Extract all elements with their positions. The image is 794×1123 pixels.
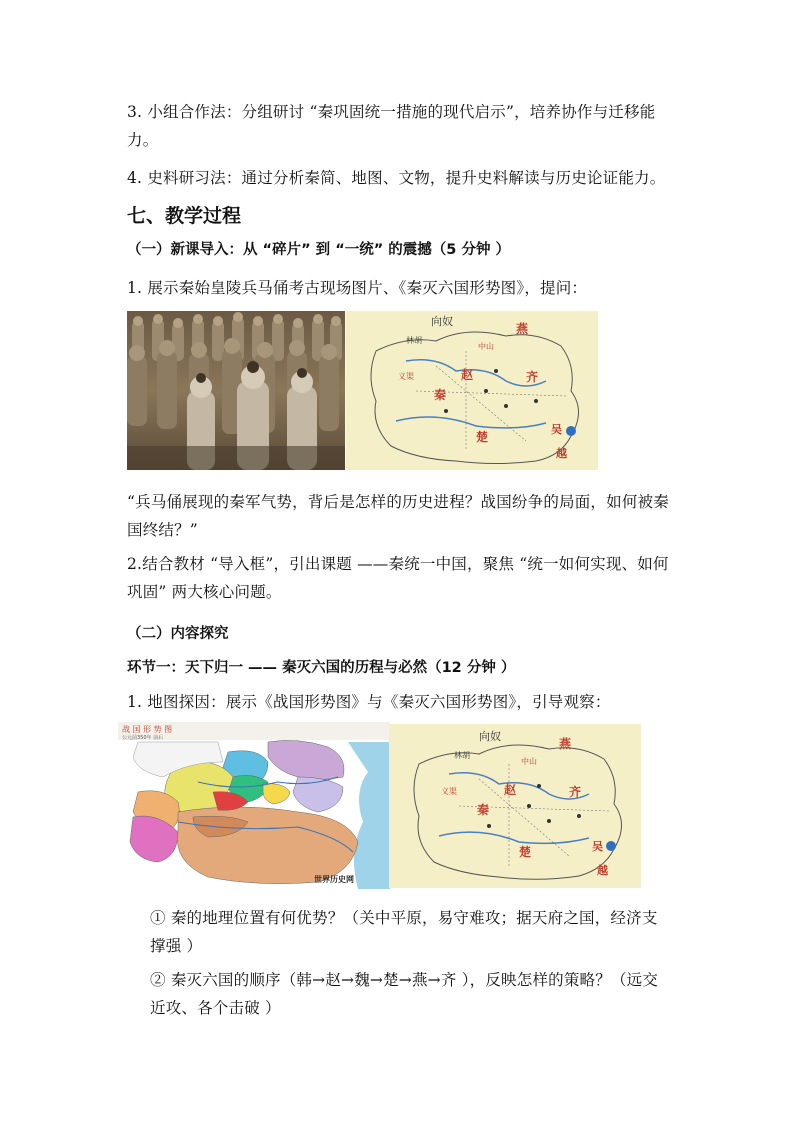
warring-map-title: 战 国 形 势 图 bbox=[122, 725, 173, 734]
part2-heading: （二）内容探究 bbox=[127, 626, 229, 642]
qin-conquest-map-2 bbox=[389, 724, 641, 888]
map-label-yiqu: 义渠 bbox=[398, 372, 414, 381]
map2-label-yiqu: 义渠 bbox=[441, 787, 457, 796]
map-label-qi: 齐 bbox=[526, 370, 539, 384]
question-1: ① 秦的地理位置有何优势？（关中平原，易守难攻；据天府之国，经济支撑强 ） bbox=[150, 909, 658, 955]
map-label-linhu: 林胡 bbox=[406, 336, 422, 345]
step1-text: 1. 展示秦始皇陵兵马俑考古现场图片、《秦灭六国形势图》，提问： bbox=[127, 279, 588, 297]
step2-text: 2.结合教材 “导入框”，引出课题 ——秦统一中国，聚焦 “统一如何实现、如何巩固” 两大核心问题。 bbox=[127, 555, 669, 601]
map2-label-yan: 燕 bbox=[559, 737, 572, 751]
method-item-3: 3. 小组合作法：分组研讨 “秦巩固统一措施的现代启示”，培养协作与迁移能力。 bbox=[127, 103, 656, 149]
map-label-wu: 吴 bbox=[551, 423, 562, 436]
section-heading: 七、教学过程 bbox=[127, 205, 242, 227]
map2-label-xiongnu: 向奴 bbox=[479, 730, 501, 743]
map2-label-zhongshan: 中山 bbox=[521, 757, 537, 766]
warring-states-map bbox=[118, 722, 390, 889]
map2-label-yue: 越 bbox=[597, 864, 608, 877]
map2-label-linhu: 林胡 bbox=[454, 751, 470, 760]
map2-label-qin: 秦 bbox=[477, 803, 490, 817]
link1-heading: 环节一：天下归一 —— 秦灭六国的历程与必然（12 分钟 ） bbox=[127, 660, 516, 676]
map-label-qin: 秦 bbox=[434, 388, 447, 402]
map2-label-chu: 楚 bbox=[519, 845, 532, 859]
part1-heading: （一）新课导入：从 “碎片” 到 “一统” 的震撼（5 分钟 ） bbox=[127, 242, 510, 258]
warring-map-watermark: 世界历史网 bbox=[314, 875, 354, 884]
warring-map-subtitle: 公元前350年 前后 bbox=[122, 735, 164, 741]
question-2: ② 秦灭六国的顺序（韩→赵→魏→楚→燕→齐 ），反映怎样的策略？（远交近攻、各个击破 ） bbox=[150, 971, 659, 1017]
intro-question: “兵马俑展现的秦军气势，背后是怎样的历史进程？战国纷争的局面，如何被秦国终结？” bbox=[127, 493, 669, 539]
map-label-yan: 燕 bbox=[516, 322, 529, 336]
method-item-4: 4. 史料研习法：通过分析秦简、地图、文物，提升史料解读与历史论证能力。 bbox=[127, 169, 666, 187]
map-label-chu: 楚 bbox=[476, 430, 489, 444]
link1-step1-text: 1. 地图探因：展示《战国形势图》与《秦灭六国形势图》，引导观察： bbox=[127, 693, 611, 711]
map-label-zhongshan: 中山 bbox=[478, 342, 494, 351]
terracotta-warriors-photo bbox=[127, 311, 345, 470]
map2-label-qi: 齐 bbox=[569, 785, 582, 799]
map-label-yue: 越 bbox=[556, 447, 567, 460]
map2-label-wu: 吴 bbox=[592, 840, 603, 853]
map-label-zhao: 赵 bbox=[461, 368, 474, 382]
map2-label-zhao: 赵 bbox=[504, 783, 517, 797]
qin-conquest-map bbox=[346, 311, 598, 470]
map-label-xiongnu: 向奴 bbox=[431, 315, 453, 328]
